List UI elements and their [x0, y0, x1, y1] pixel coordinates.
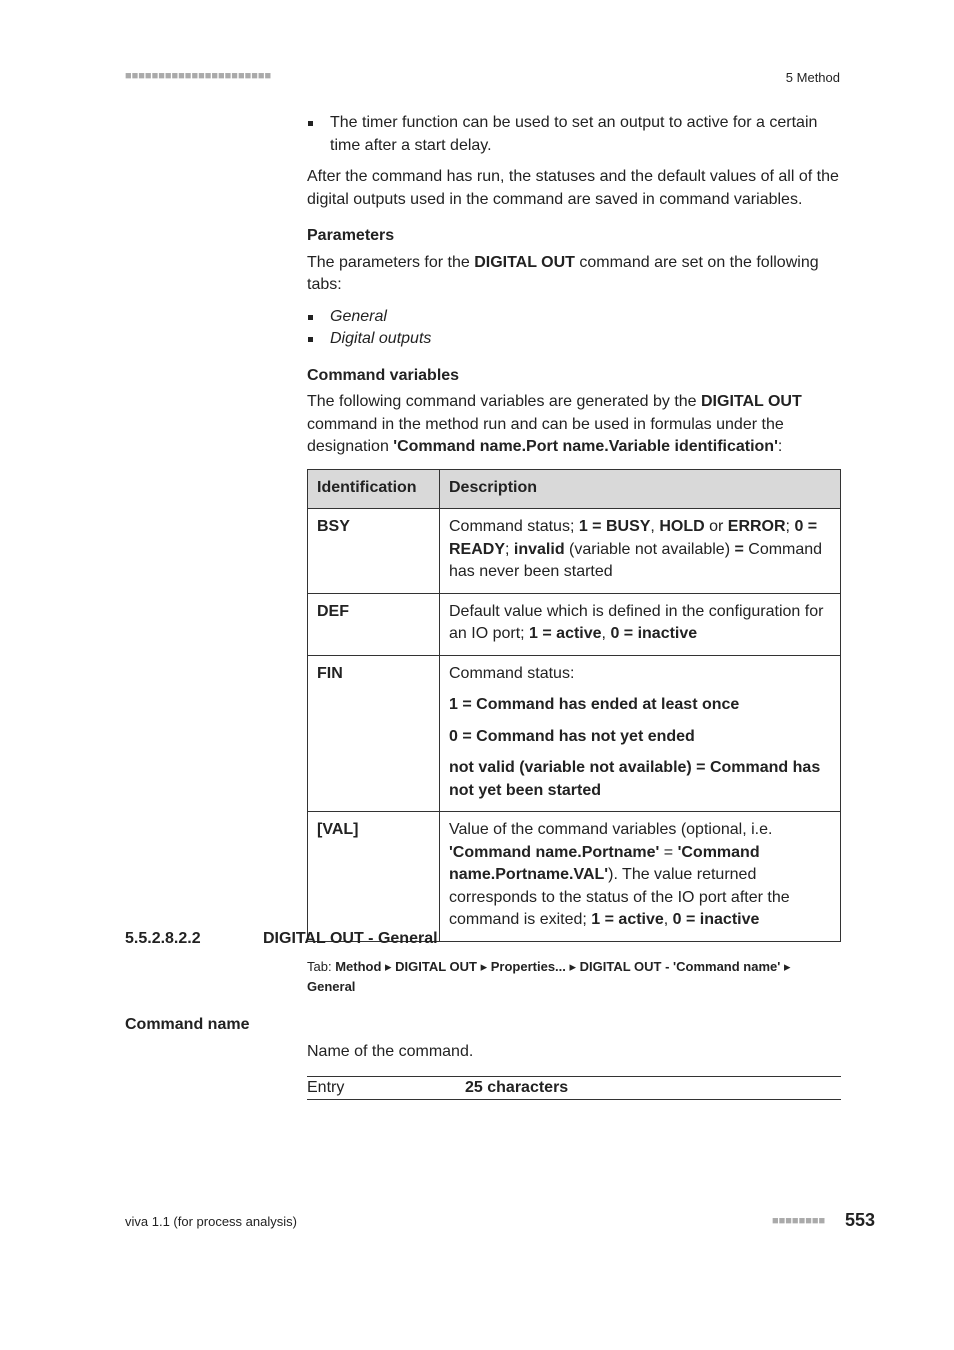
- tab-path: Tab: Method ▸ DIGITAL OUT ▸ Properties... ▸ DIGITAL OUT - 'Command name' ▸ General: [307, 959, 791, 994]
- command-variables-paragraph: The following command variables are generated by the DIGITAL OUT command in the method run and can be used in formulas under the designation 'Command name.Port name.Variable identification':: [307, 393, 802, 455]
- entry-label: Entry: [307, 1079, 345, 1096]
- table-row: [308, 812, 841, 942]
- table-row: [308, 655, 841, 812]
- table-row: [308, 593, 841, 655]
- page-number: 553: [845, 1210, 876, 1230]
- table-row: [308, 509, 841, 594]
- variable-id: BSY: [308, 509, 440, 594]
- entry-value: 25 characters: [465, 1079, 569, 1096]
- column-header: Identification: [308, 469, 440, 509]
- intro-list: [307, 112, 841, 157]
- command-name-description: Name of the command.: [307, 1043, 474, 1060]
- footer-product: viva 1.1 (for process analysis): [125, 1214, 297, 1229]
- section-title: DIGITAL OUT - General: [263, 930, 438, 947]
- section-number: 5.5.2.8.2.2: [125, 930, 201, 947]
- variable-id: FIN: [308, 655, 440, 812]
- intro-paragraph: After the command has run, the statuses and the default values of all of the digital outputs used in the command are saved in command variables.: [307, 168, 839, 208]
- variable-description: Command status: 1 = Command has ended at least once 0 = Command has not yet ended not valid (variable not available) = Command has not yet been started: [440, 655, 841, 812]
- column-header: Description: [440, 469, 841, 509]
- tabs-list: [307, 306, 841, 351]
- variable-description: Command status; 1 = BUSY, HOLD or ERROR; 0 = READY; invalid (variable not available) = Command has never been started: [440, 509, 841, 594]
- command-variables-heading: Command variables: [307, 366, 460, 384]
- variable-description: Default value which is defined in the configuration for an IO port; 1 = active, 0 = inactive: [440, 593, 841, 655]
- variable-id: [VAL]: [308, 812, 440, 942]
- list-item: Digital outputs: [307, 328, 841, 351]
- parameters-paragraph: The parameters for the DIGITAL OUT command are set on the following tabs:: [307, 253, 819, 293]
- parameters-heading: Parameters: [307, 227, 395, 244]
- variable-description: Value of the command variables (optional, i.e. 'Command name.Portname' = 'Command name.Portname.VAL'). The value returned corresponds to the status of the IO port after the command is exited; 1 = active, 0 = inactive: [440, 812, 841, 942]
- footer-decoration: ■■■■■■■■: [772, 1215, 826, 1227]
- main-content: [307, 112, 841, 942]
- entry-row: [307, 1076, 841, 1100]
- chapter-label: 5 Method: [785, 70, 840, 85]
- table-header-row: [308, 469, 841, 509]
- variable-id: DEF: [308, 593, 440, 655]
- header-decoration: ■■■■■■■■■■■■■■■■■■■■■■: [125, 70, 272, 82]
- list-item: The timer function can be used to set an output to active for a certain time after a start delay.: [307, 112, 841, 157]
- command-name-heading: Command name: [125, 1016, 250, 1033]
- command-variables-table: [307, 469, 841, 942]
- list-item: General: [307, 306, 841, 329]
